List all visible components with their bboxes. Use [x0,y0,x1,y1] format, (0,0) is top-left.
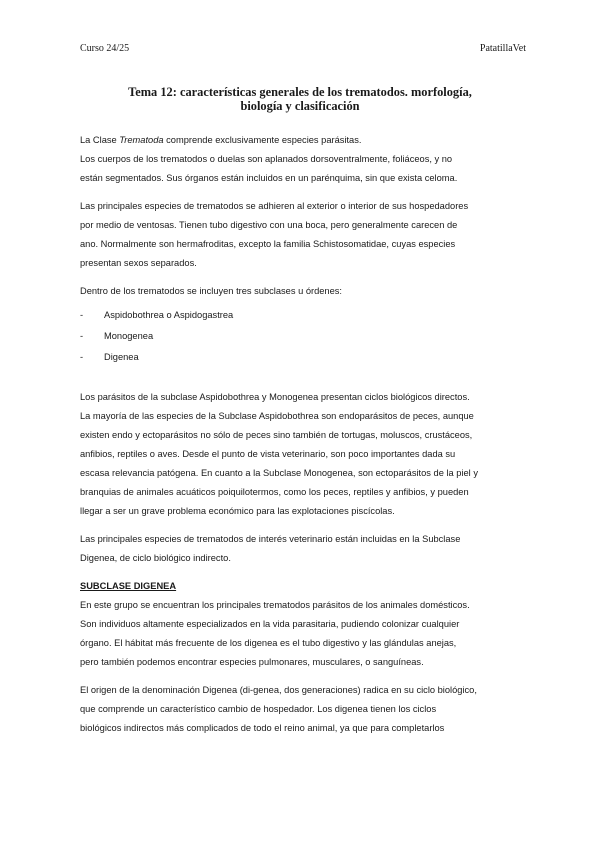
paragraph-5 [80,530,530,568]
list-item: - Digenea [80,352,139,362]
title-line-2: biología y clasificación [240,99,360,113]
paragraph-line: presentan sexos separados. [80,258,197,268]
paragraph-line: Los cuerpos de los trematodos o duelas son aplanados dorsoventralmente, foliáceos, y no [80,154,453,164]
title-line-1: Tema 12: características generales de los trematodos. morfología, [128,85,472,99]
paragraph-line: En este grupo se encuentran los principales trematodos parásitos de los animales domésticos. [80,600,470,610]
paragraph-line: La mayoría de las especies de la Subclase Aspidobothrea son endoparásitos de peces, aunque [80,411,474,421]
paragraph-line: existen endo y ectoparásitos no sólo de peces sino también de tortugas, moluscos, crustáceos, [80,430,473,440]
paragraph-line: Digenea, de ciclo biológico indirecto. [80,553,231,563]
paragraph-line: por medio de ventosas. Tienen tubo digestivo con una boca, pero generalmente carecen de [80,220,458,230]
italic-term: Trematoda [119,135,164,145]
paragraph-line: Las principales especies de trematodos de interés veterinario están incluidas en la Subclase [80,534,461,544]
page-title [80,85,520,113]
paragraph-line: llegar a ser un grave problema económico para las explotaciones piscícolas. [80,506,395,516]
text-run: comprende exclusivamente especies parásitas. [163,135,362,145]
paragraph-line: Son individuos altamente especializados en la vida parasitaria, pudiendo colonizar cualquier [80,619,460,629]
paragraph-line: escasa relevancia patógena. En cuanto a la Subclase Monogenea, son ectoparásitos de la piel y [80,468,478,478]
paragraph-line: El origen de la denominación Digenea (di-genea, dos generaciones) radica en su ciclo biológico, [80,685,477,695]
paragraph-1 [80,131,530,188]
header-course: Curso 24/25 [80,43,130,54]
paragraph-4 [80,388,530,521]
paragraph-line: Las principales especies de trematodos se adhieren al exterior o interior de sus hospedadores [80,201,469,211]
paragraph-line: ano. Normalmente son hermafroditas, excepto la familia Schistosomatidae, cuyas especies [80,239,456,249]
paragraph-line: pero también podemos encontrar especies pulmonares, musculares, o sanguíneas. [80,657,424,667]
paragraph-3: Dentro de los trematodos se incluyen tres subclases u órdenes: [80,286,343,296]
paragraph-2 [80,197,530,273]
section-heading: SUBCLASE DIGENEA [80,581,177,591]
paragraph-line: órgano. El hábitat más frecuente de los digenea es el tubo digestivo y las glándulas anejas, [80,638,457,648]
header-author: PatatillaVet [479,43,526,54]
text-run: La Clase [80,135,120,145]
paragraph-6 [80,596,530,672]
paragraph-line: están segmentados. Sus órganos están incluidos en un parénquima, sin que exista celoma. [80,173,458,183]
list-item: - Aspidobothrea o Aspidogastrea [80,310,234,320]
paragraph-line: anfibios, reptiles o aves. Desde el punto de vista veterinario, son poco importantes dada su [80,449,456,459]
paragraph-line: Los parásitos de la subclase Aspidobothrea y Monogenea presentan ciclos biológicos directos. [80,392,470,402]
paragraph-line: branquias de animales acuáticos poiquilotermos, como los peces, reptiles y anfibios, y pueden [80,487,469,497]
paragraph-7 [80,681,530,738]
paragraph-line: biológicos indirectos más complicados de todo el reino animal, ya que para completarlos [80,723,445,733]
list-item: - Monogenea [80,331,154,341]
subclass-list [80,305,530,368]
paragraph-line [80,131,530,150]
document-body [80,131,530,738]
paragraph-line: que comprende un característico cambio de hospedador. Los digenea tienen los ciclos [80,704,437,714]
